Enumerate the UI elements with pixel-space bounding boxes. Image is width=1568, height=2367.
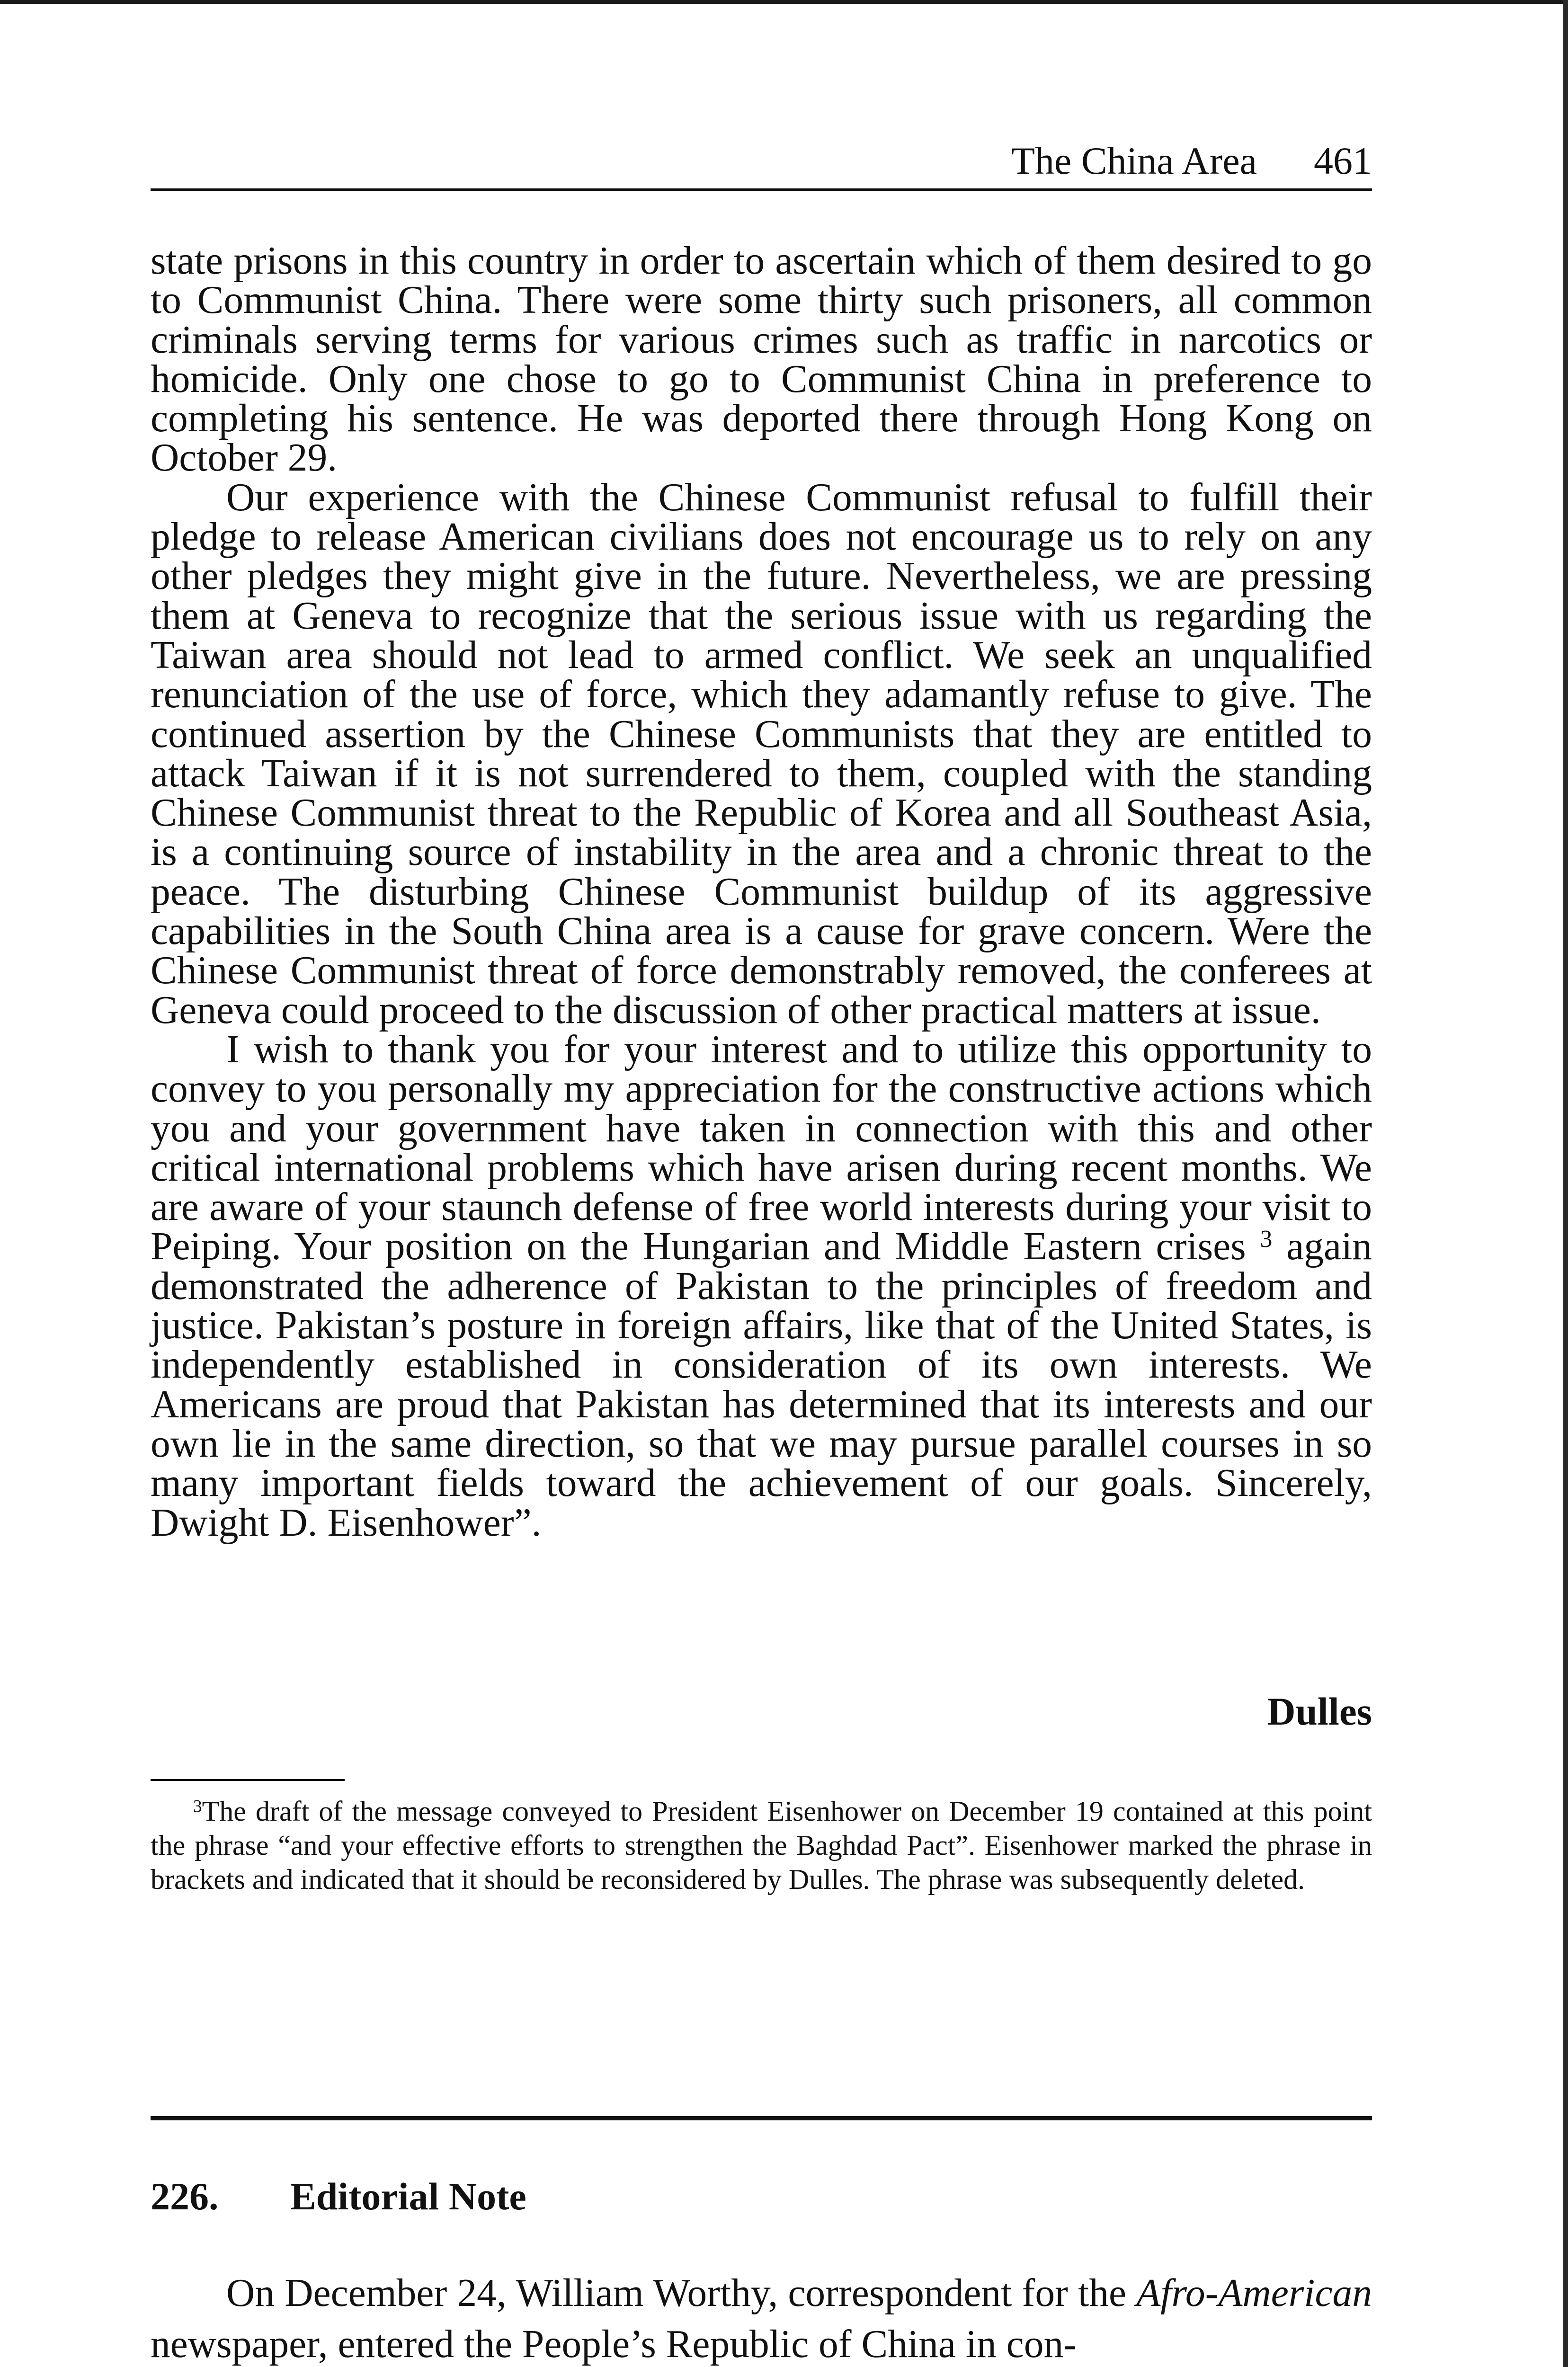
paragraph-3-end: again demonstrated the adherence of Pakistan to the principles of freedom and justice. Pakistan’s posture in foreign affairs, like that of the United States, is independently established in consideration of its own interests. We Americans are proud that Pakistan has determined that its interests and our own lie in the same direction, so that we may pursue parallel courses in so many important fields toward the achievement of our goals. Sincerely, Dwight D. Eisenhower”. <box>151 1225 1372 1545</box>
paragraph-1: state prisons in this country in order to ascertain which of them desired to go to Communist China. There were some thirty such prisoners, all common criminals serving terms for various crimes such as traffic in narcotics or homicide. Only one chose to go to Communist China in preference to completing his sentence. He was deported there through Hong Kong on October 29. <box>151 239 1372 480</box>
paragraph-2: Our experience with the Chinese Communist refusal to fulfill their pledge to release American civilians does not encourage us to rely on any other pledges they might give in the future. Nevertheless, we are pressing them at Geneva to recognize that the serious issue with us regarding the Taiwan area should not lead to armed conflict. We seek an unqualified renunciation of the use of force, which they adamantly refuse to give. The continued assertion by the Chinese Communists that they are entitled to attack Taiwan if it is not surrendered to them, coupled with the standing Chinese Communist threat to the Republic of Korea and all Southeast Asia, is a continuing source of instability in the area and a chronic threat to the peace. The disturbing Chinese Communist buildup of its aggressive capabilities in the South China area is a cause for grave concern. Were the Chinese Communist threat of force demonstrably removed, the conferees at Geneva could proceed to the discussion of other practical matters at issue. <box>151 475 1372 1032</box>
footnote <box>151 1794 1372 1896</box>
top-edge-rule <box>0 0 1568 4</box>
editorial-paragraph <box>151 2268 1372 2367</box>
section-title: Editorial Note <box>290 2175 526 2218</box>
paragraph-3 <box>151 1027 1372 1545</box>
editorial-text-end: newspaper, entered the People’s Republic of China in con- <box>151 2323 1077 2366</box>
right-edge-shadow <box>1563 0 1568 2367</box>
editorial-note-body <box>151 2268 1372 2367</box>
newspaper-name: Afro-American <box>1136 2271 1372 2315</box>
page-number: 461 <box>1314 139 1372 182</box>
running-title: The China Area <box>1011 139 1257 182</box>
section-heading <box>151 2173 1372 2220</box>
footnote-text: The draft of the message conveyed to President Eisenhower on December 19 contained at this point the phrase “and your effective efforts to strengthen the Baghdad Pact”. Eisenhower marked the phrase in brackets and indicated that it should be reconsidered by Dulles. The phrase was subsequently deleted. <box>151 1796 1372 1895</box>
editorial-text-start: On December 24, William Worthy, correspondent for the <box>226 2271 1127 2315</box>
footnote-reference[interactable]: 3 <box>1260 1226 1273 1253</box>
letter-body <box>151 241 1372 1543</box>
footnote-rule <box>151 1779 345 1781</box>
footnote-marker: 3 <box>193 1797 202 1816</box>
section-divider <box>151 2116 1372 2120</box>
paragraph-3-start: I wish to thank you for your interest and to utilize this opportunity to convey to you personally my appreciation for the constructive actions which you and your government have taken in connection with this and other critical international problems which have arisen during recent months. We are aware of your staunch defense of free world interests during your visit to Peiping. Your position on the Hungarian and Middle Eastern crises <box>151 1027 1372 1269</box>
running-head <box>151 137 1372 191</box>
signature: Dulles <box>1267 1690 1372 1733</box>
section-number: 226. <box>151 2175 219 2218</box>
